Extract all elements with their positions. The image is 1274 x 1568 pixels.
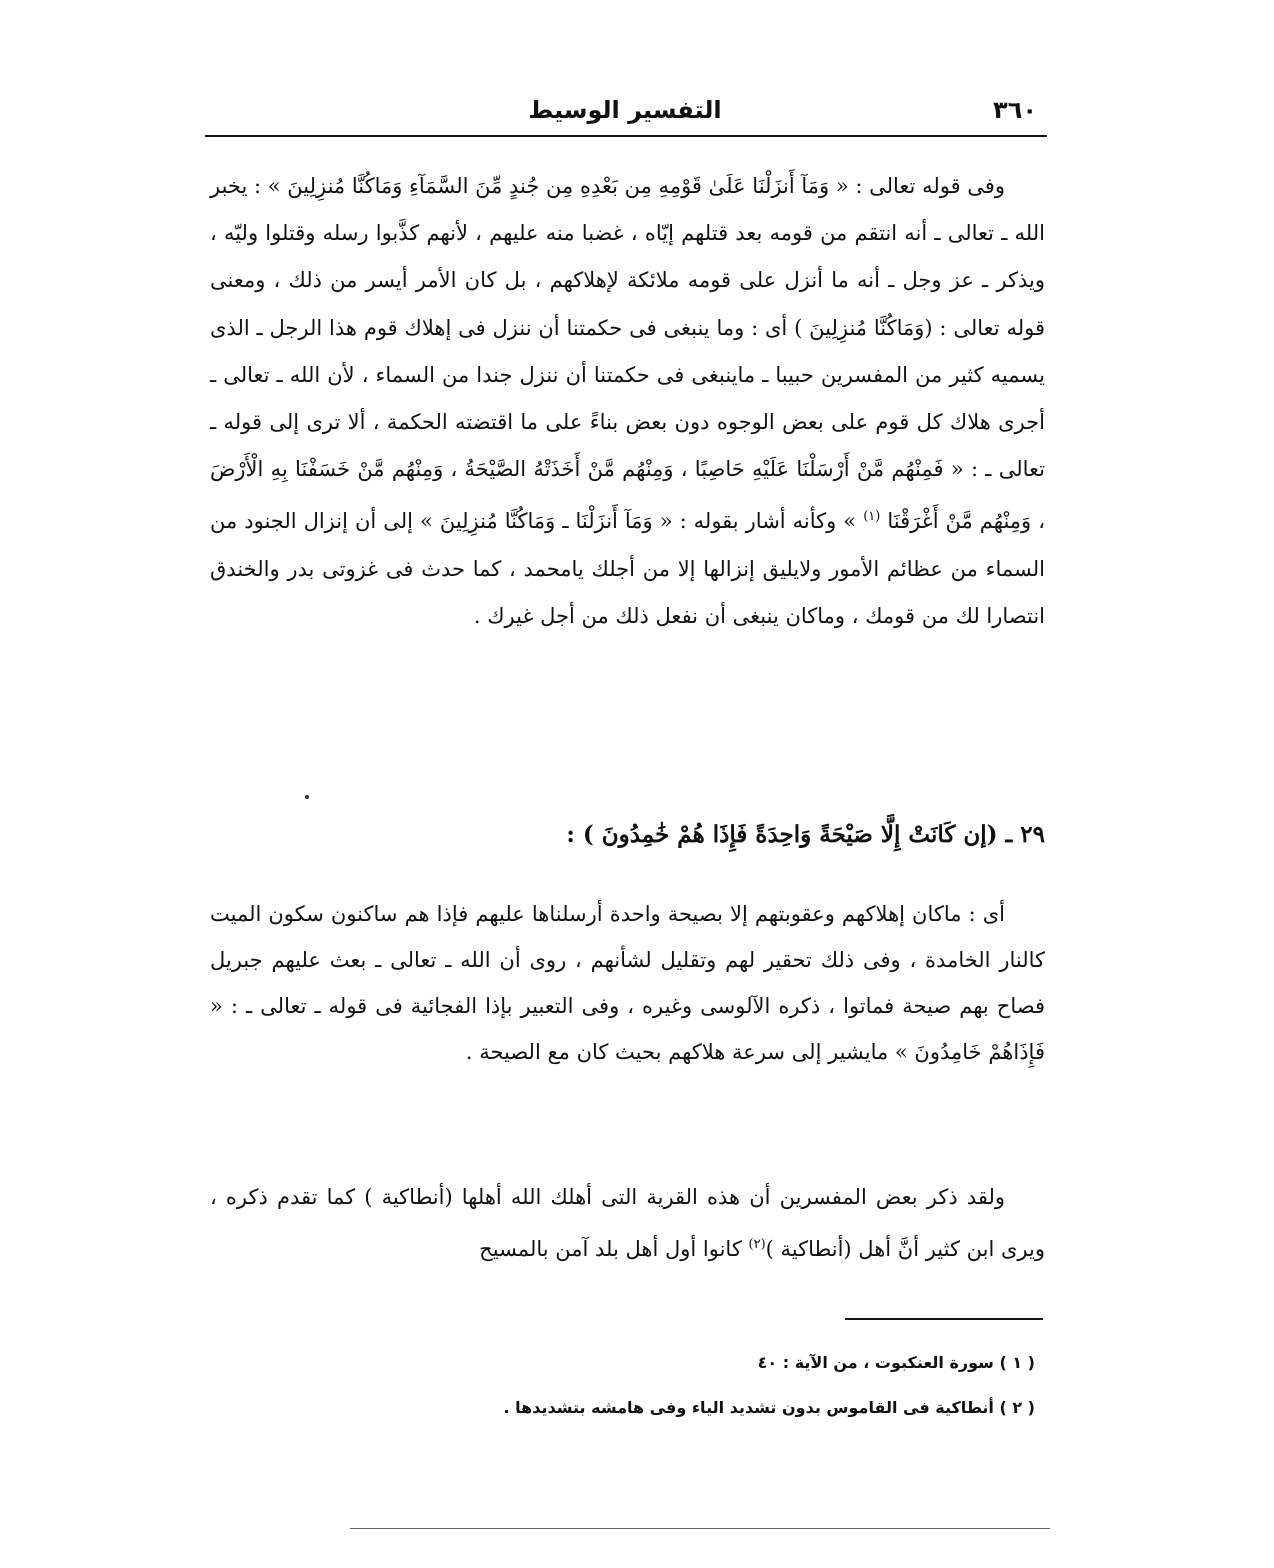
paragraph-text-end: كانوا أول أهل بلد آمن بالمسيح: [479, 1237, 742, 1261]
paragraph-text: ولقد ذكر بعض المفسرين أن هذه القرية التى أهلك الله أهلها (أنطاكية ) كما تقدم ذكره ، ويرى ابن كثير أنَّ أهل (أنطاكية ): [210, 1185, 1045, 1261]
running-title: التفسير الوسيط: [528, 96, 722, 124]
commentary-section-2: [210, 891, 1045, 1075]
commentary-section-1: [210, 163, 1045, 640]
verse-heading: ٢٩ ـ (إن كَانَتْ إِلَّا صَيْحَةً وَاحِدَةً فَإِذَا هُمْ خَٰمِدُونَ ) :: [566, 821, 1045, 848]
paragraph-text: وفى قوله تعالى : « وَمَآ أَنزَلْنَا عَلَىٰ قَوْمِهِ مِن بَعْدِهِ مِن جُندٍ مِّنَ السَّمَآءِ وَمَاكُنَّا مُنزِلِينَ » : يخبر الله ـ تعالى ـ أنه انتقم من قومه بعد قتلهم إيّاه ، غضبا منه عليهم ، لأنهم كذَّبوا رسله وقتلوا وليّه ، ويذكر ـ عز وجل ـ أنه ما أنزل على قومه ملائكة لإهلاكهم ، بل كان الأمر أيسر من ذلك ، ومعنى قوله تعالى : (وَمَاكُنَّا مُنزِلِينَ ) أى : وما ينبغى فى حكمتنا أن ننزل فى إهلاك قوم هذا الرجل ـ الذى يسميه كثير من المفسرين حبيبا ـ ماينبغى فى حكمتنا أن ننزل جندا من السماء ، لأن الله ـ تعالى ـ أجرى هلاك كل قوم على بعض الوجوه دون بعض بناءً على ما اقتضته الحكمة ، ألا ترى إلى قوله ـ تعالى ـ : « فَمِنْهُم مَّنْ أَرْسَلْنَا عَلَيْهِ حَاصِبًا ، وَمِنْهُم مَّنْ أَخَذَتْهُ الصَّيْحَةُ ، وَمِنْهُم مَّنْ خَسَفْنَا بِهِ الْأَرْضَ ، وَمِنْهُم مَّنْ أَغْرَقْنَا: [210, 174, 1045, 534]
scan-edge-line: [350, 1528, 1050, 1529]
footnotes: [420, 1340, 1035, 1430]
scan-speck: [305, 795, 309, 799]
paragraph: أى : ماكان إهلاكهم وعقوبتهم إلا بصيحة واحدة أرسلناها عليهم فإذا هم ساكنون سكون الميت كالنار الخامدة ، وفى ذلك تحقير لهم وتقليل لشأنهم ، روى أن الله ـ تعالى ـ بعث عليهم جبريل فصاح بهم صيحة فماتوا ، ذكره الآلوسى وغيره ، وفى التعبير بإذا الفجائية فى قوله ـ تعالى ـ : « فَإِذَاهُمْ خَامِدُونَ » مايشير إلى سرعة هلاكهم بحيث كان مع الصيحة .: [210, 902, 1045, 1064]
footnote-ref: (٢): [748, 1237, 766, 1252]
footnote-2: ( ٢ ) أنطاكية فى القاموس بدون تشديد الياء وفى هامشه بتشديدها .: [503, 1398, 1035, 1417]
commentary-section-3: [210, 1173, 1045, 1273]
paragraph-text-cont: » وكأنه أشار بقوله : « وَمَآ أَنزَلْنَا ـ وَمَاكُنَّا مُنزِلِينَ » إلى أن إنزال الجنود من السماء من عظائم الأمور ولايليق إنزالها إلا من أجلك يامحمد ، كما حدث فى غزوتى بدر والخندق انتصارا لك من قومك ، وماكان ينبغى أن نفعل ذلك من أجل غيرك .: [210, 509, 1045, 628]
footnote-ref: (١): [863, 509, 881, 525]
footnote-1: ( ١ ) سورة العنكبوت ، من الآية : ٤٠: [757, 1353, 1035, 1372]
page-header: [205, 92, 1045, 132]
page-number: ٣٦٠: [993, 96, 1037, 124]
header-rule: [205, 135, 1047, 137]
paragraph: [210, 1173, 1045, 1273]
paragraph: [210, 163, 1045, 640]
footnote-rule: [845, 1318, 1043, 1320]
